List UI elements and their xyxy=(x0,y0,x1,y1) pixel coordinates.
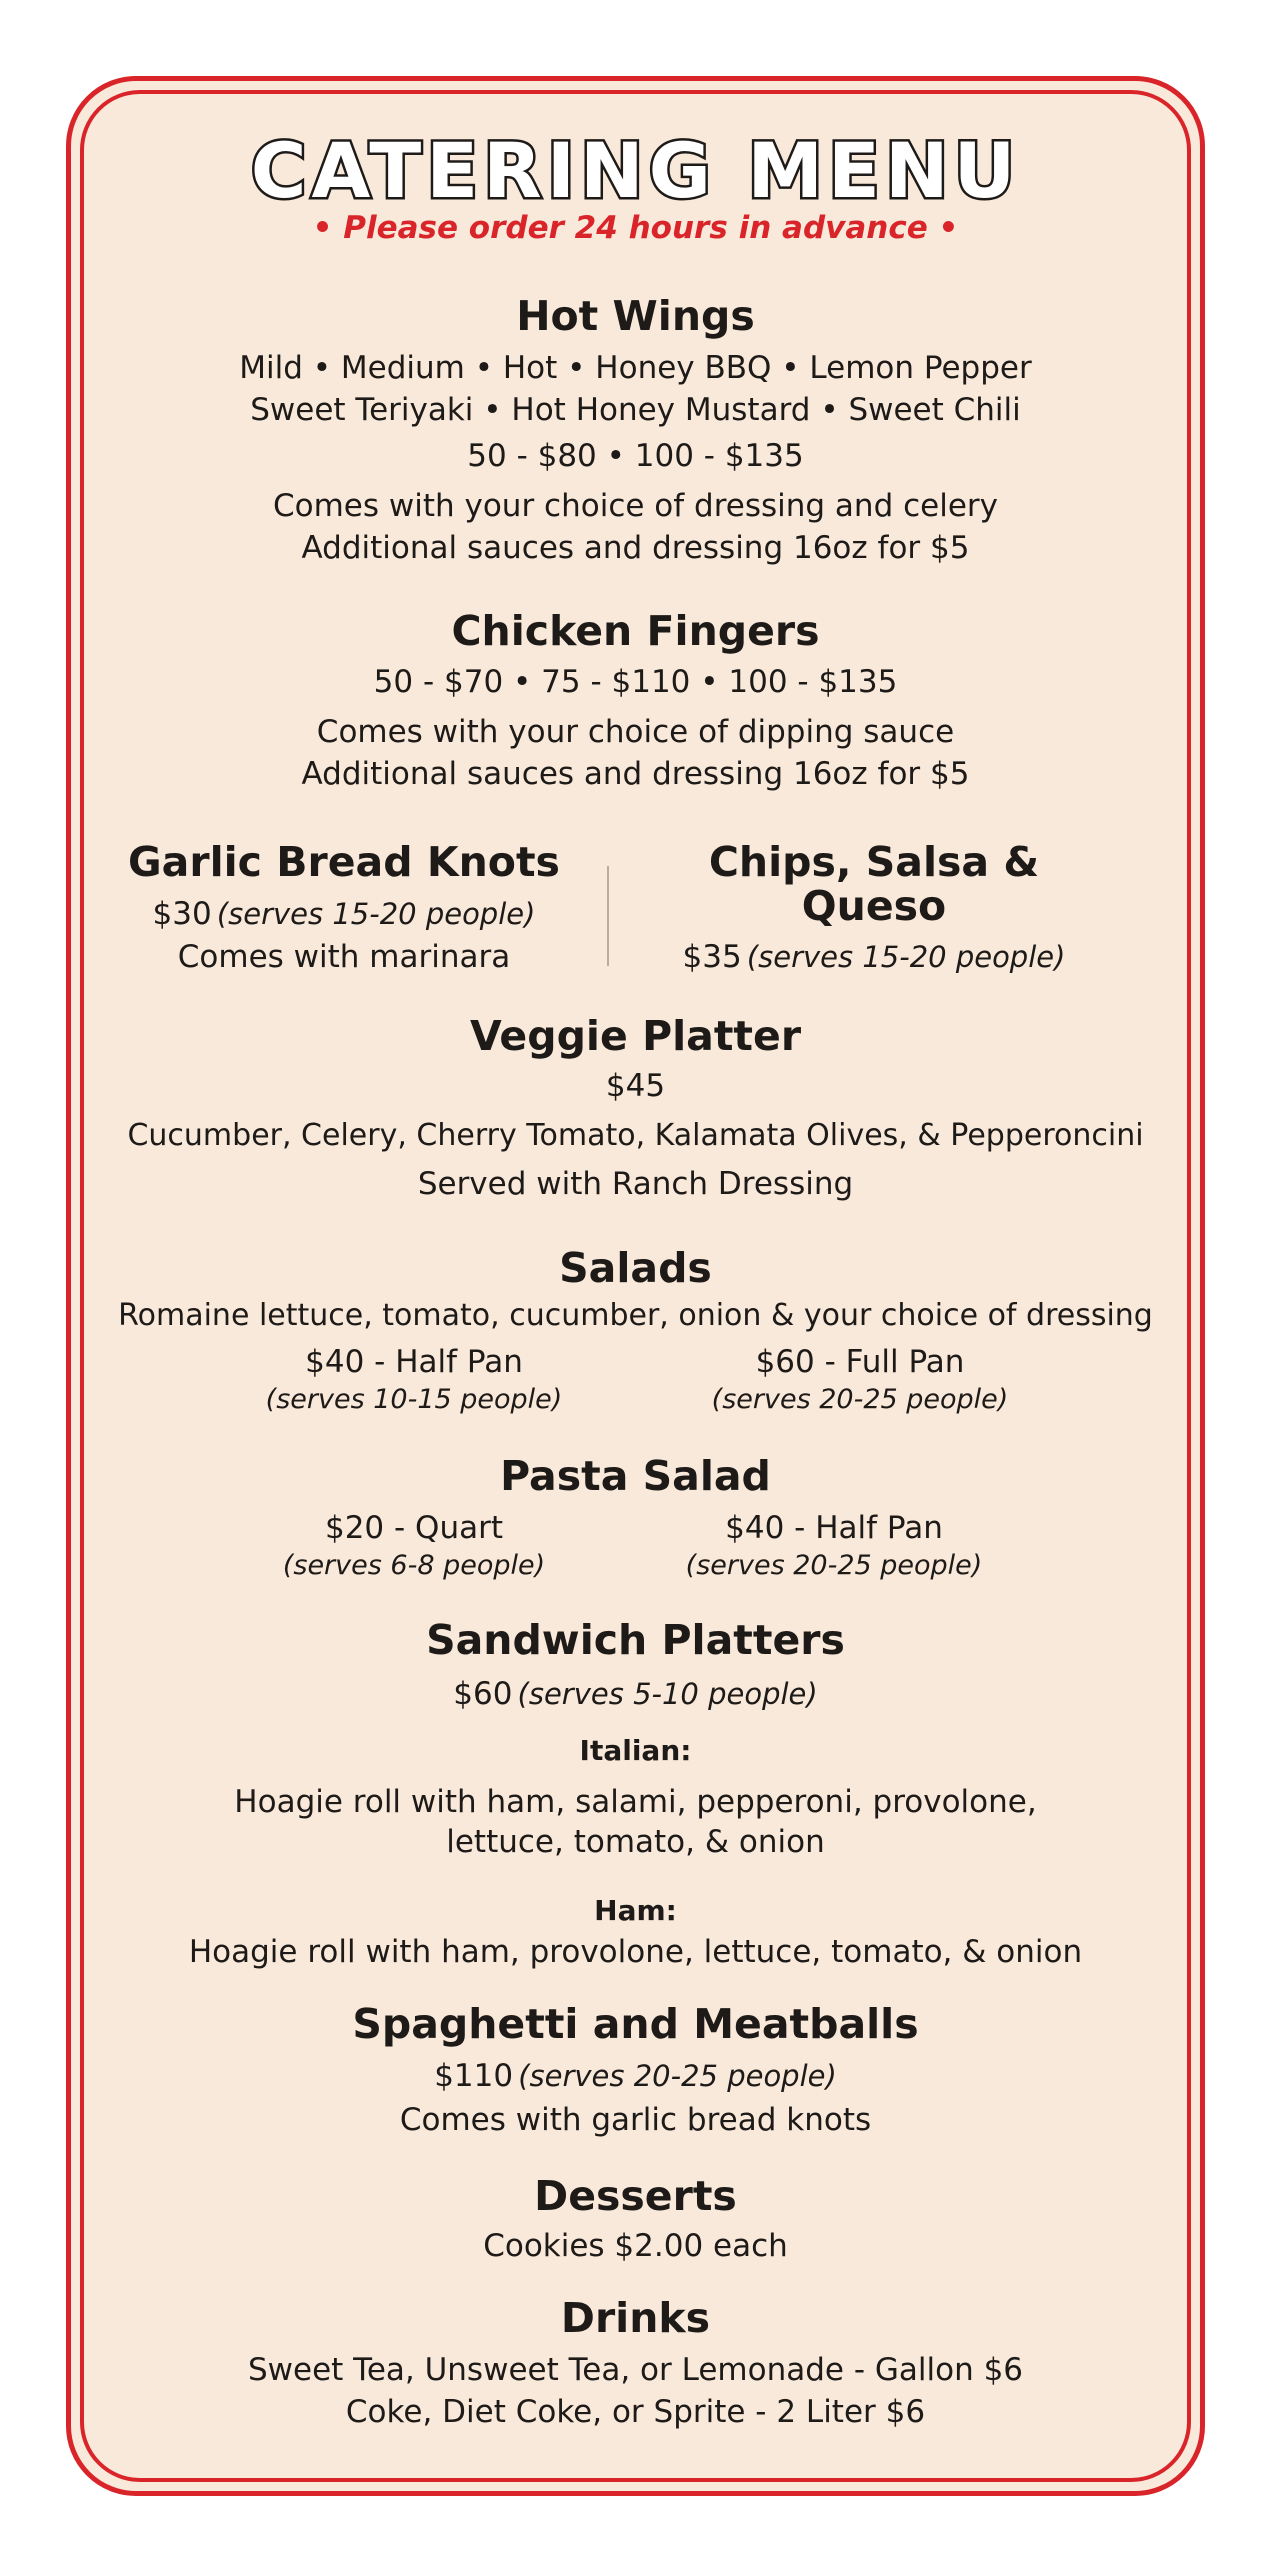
hot-wings-flavors-line2: Sweet Teriyaki • Hot Honey Mustard • Sweet Chili xyxy=(250,392,1021,428)
chicken-fingers-prices: 50 - $70 • 75 - $110 • 100 - $135 xyxy=(373,664,898,700)
veggie-items: Cucumber, Celery, Cherry Tomato, Kalamata Olives, & Pepperoncini xyxy=(127,1118,1144,1153)
spaghetti-price: $110 xyxy=(434,2058,514,2094)
spaghetti-note: Comes with garlic bread knots xyxy=(399,2102,872,2138)
chicken-fingers-heading: Chicken Fingers xyxy=(451,607,820,655)
italian-label: Italian: xyxy=(579,1734,692,1767)
order-notice: • Please order 24 hours in advance • xyxy=(312,210,959,246)
italian-line2: lettuce, tomato, & onion xyxy=(446,1824,825,1860)
hot-wings-flavors-line1: Mild • Medium • Hot • Honey BBQ • Lemon Pepper xyxy=(239,350,1032,386)
salads-half-pan-price: $40 - Half Pan xyxy=(305,1344,523,1380)
veggie-note: Served with Ranch Dressing xyxy=(417,1166,854,1202)
pasta-salad-heading: Pasta Salad xyxy=(500,1452,771,1500)
chips-heading-line1: Chips, Salsa & xyxy=(708,838,1040,886)
garlic-knots-serves: (serves 15-20 people) xyxy=(216,897,536,931)
chicken-fingers-note1: Comes with your choice of dipping sauce xyxy=(316,714,955,750)
chips-heading-line2: Queso xyxy=(801,882,947,930)
drinks-line1: Sweet Tea, Unsweet Tea, or Lemonade - Gallon $6 xyxy=(247,2352,1024,2388)
hot-wings-heading: Hot Wings xyxy=(516,292,755,340)
desserts-heading: Desserts xyxy=(534,2172,737,2220)
italian-line1: Hoagie roll with ham, salami, pepperoni, provolone, xyxy=(234,1784,1037,1820)
hot-wings-note2: Additional sauces and dressing 16oz for $5 xyxy=(301,530,970,566)
salads-heading: Salads xyxy=(559,1244,712,1292)
pasta-quart-price: $20 - Quart xyxy=(324,1510,503,1546)
hot-wings-note1: Comes with your choice of dressing and celery xyxy=(272,488,999,524)
ham-line: Hoagie roll with ham, provolone, lettuce, tomato, & onion xyxy=(188,1934,1083,1970)
sandwich-serves: (serves 5-10 people) xyxy=(517,1677,818,1711)
pasta-half-pan-price: $40 - Half Pan xyxy=(725,1510,943,1546)
salads-half-pan-serves: (serves 10-15 people) xyxy=(265,1384,563,1415)
garlic-knots-note: Comes with marinara xyxy=(177,939,511,975)
chips-price: $35 xyxy=(682,939,742,975)
spaghetti-serves: (serves 20-25 people) xyxy=(518,2059,837,2093)
chips-serves: (serves 15-20 people) xyxy=(746,940,1066,974)
veggie-price: $45 xyxy=(605,1068,666,1104)
menu-title: CATERING MENU xyxy=(250,126,1021,215)
hot-wings-prices: 50 - $80 • 100 - $135 xyxy=(467,438,804,474)
veggie-heading: Veggie Platter xyxy=(469,1012,802,1060)
drinks-line2: Coke, Diet Coke, or Sprite - 2 Liter $6 xyxy=(345,2394,926,2430)
column-divider xyxy=(607,866,609,966)
chicken-fingers-note2: Additional sauces and dressing 16oz for $5 xyxy=(301,756,970,792)
desserts-item: Cookies $2.00 each xyxy=(483,2228,788,2264)
chips-price-line xyxy=(614,939,1134,975)
salads-description: Romaine lettuce, tomato, cucumber, onion & your choice of dressing xyxy=(118,1298,1153,1333)
sandwich-price-line xyxy=(84,1676,1187,1712)
garlic-knots-heading: Garlic Bread Knots xyxy=(128,838,560,886)
spaghetti-heading: Spaghetti and Meatballs xyxy=(352,2000,919,2048)
sandwich-heading: Sandwich Platters xyxy=(426,1616,845,1664)
salads-full-pan-price: $60 - Full Pan xyxy=(755,1344,965,1380)
garlic-knots-price: $30 xyxy=(152,896,212,932)
drinks-heading: Drinks xyxy=(560,2294,711,2342)
garlic-knots-price-line xyxy=(84,896,604,932)
sandwich-price: $60 xyxy=(453,1676,513,1712)
ham-label: Ham: xyxy=(594,1894,677,1927)
salads-full-pan-serves: (serves 20-25 people) xyxy=(711,1384,1009,1415)
pasta-quart-serves: (serves 6-8 people) xyxy=(282,1550,546,1581)
pasta-half-pan-serves: (serves 20-25 people) xyxy=(685,1550,983,1581)
spaghetti-price-line xyxy=(84,2058,1187,2094)
